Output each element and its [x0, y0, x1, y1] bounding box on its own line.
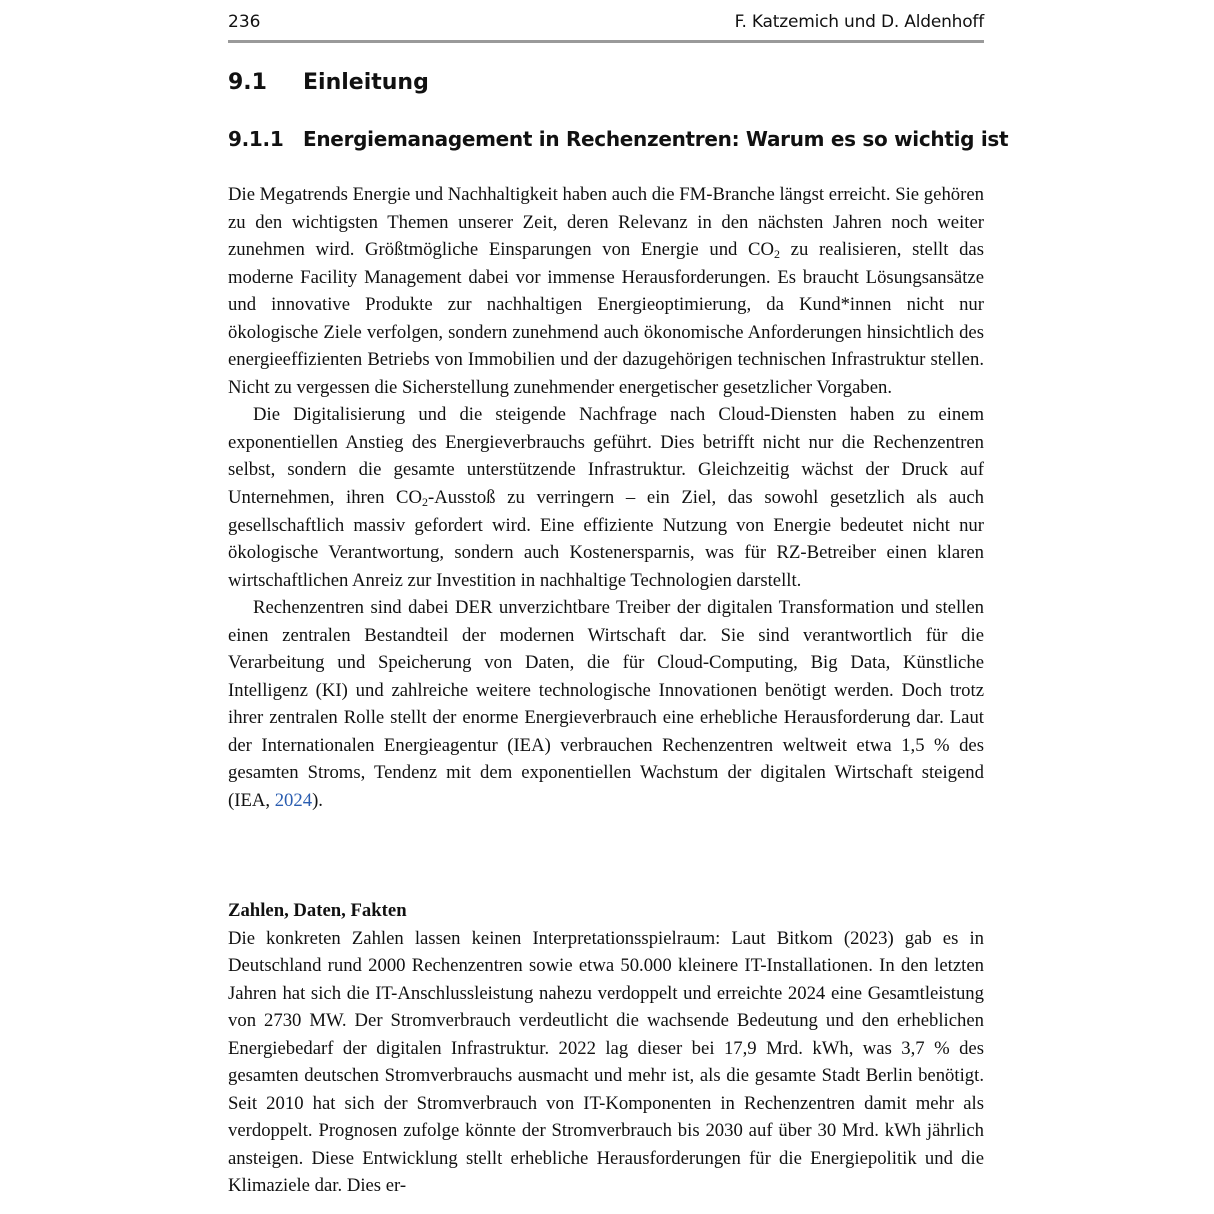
paragraph-3-text-a: Rechenzentren sind dabei DER unverzichtbare Treiber der digitalen Transformation und stellen einen zentralen Bestandteil der modernen Wirtschaft dar. Sie sind verantwortlich für die Verarbeitung und Speicherung von Daten, die für Cloud-Computing, Big Data, Künstliche Intelligenz (KI) und zahlreiche weitere technologische Innovationen benötigt werden. Doch trotz ihrer zentralen Rolle stellt der enorme Energieverbrauch eine erhebliche Herausforderung dar. Laut der Internationalen Energieagentur (IEA) verbrauchen Rechenzentren weltweit etwa 1,5 % des gesamten Stroms, Tendenz mit dem exponentiellen Wachstum der digitalen Wirtschaft steigend (IEA,: [228, 597, 984, 812]
paragraph-1-text-b: zu realisieren, stellt das moderne Facility Management dabei vor immense Herausforderungen. Es braucht Lösungsansätze und innovative Produkte zur nachhaltigen Energieoptimierung, da Kund*innen nicht nur ökologische Ziele verfolgen, sondern zunehmend auch ökonomische Anforderungen hinsichtlich des energieeffizienten Betriebs von Immobilien und der dazugehörigen technischen Infrastruktur stellen. Nicht zu vergessen die Sicherstellung zunehmender energetischer gesetzlicher Vorgaben.: [228, 239, 984, 398]
book-page: [228, 0, 1009, 1214]
subsection-title: Energiemanagement in Rechenzentren: Warum es so wichtig ist: [303, 127, 1009, 151]
section-heading: [228, 70, 429, 95]
co2-subscript: 2: [774, 247, 780, 262]
paragraph-3: [228, 594, 984, 814]
body-text: [228, 181, 984, 815]
paragraph-1: [228, 181, 984, 401]
page-number: 236: [228, 12, 261, 32]
paragraph-3-text-b: ).: [312, 790, 323, 812]
running-head-authors: F. Katzemich und D. Aldenhoff: [734, 12, 984, 32]
facts-paragraph: Die konkreten Zahlen lassen keinen Interpretationsspielraum: Laut Bitkom (2023) gab es in Deutschland rund 2000 Rechenzentren sowie etwa 50.000 kleinere IT-Installationen. In den letzten Jahren hat sich die IT-Anschlussleistung nahezu verdoppelt und erreichte 2024 eine Gesamtleistung von 2730 MW. Der Stromverbrauch verdeutlicht die wachsende Bedeutung und den erheblichen Energiebedarf der digitalen Infrastruktur. 2022 lag dieser bei 17,9 Mrd. kWh, was 3,7 % des gesamten deutschen Stromverbrauchs ausmacht und mehr ist, als die gesamte Stadt Berlin benötigt. Seit 2010 hat sich der Stromverbrauch von IT-Komponenten in Rechenzentren damit mehr als verdoppelt. Prognosen zufolge könnte der Stromverbrauch bis 2030 auf über 30 Mrd. kWh jährlich ansteigen. Diese Entwicklung stellt erhebliche Herausforderungen für die Energiepolitik und die Klimaziele dar. Dies er-: [228, 927, 984, 1197]
co2-subscript: 2: [422, 495, 429, 510]
facts-section: [228, 897, 984, 1200]
section-title: Einleitung: [303, 70, 429, 95]
subsection-heading: [228, 127, 1008, 151]
facts-heading: Zahlen, Daten, Fakten: [228, 900, 407, 921]
header-rule: [228, 40, 984, 43]
citation-link-iea-2024[interactable]: 2024: [274, 790, 313, 812]
subsection-number: 9.1.1: [228, 127, 284, 151]
section-number: 9.1: [228, 70, 267, 95]
paragraph-1-text-a: Die Megatrends Energie und Nachhaltigkeit haben auch die FM-Branche längst erreicht. Sie gehören zu den wichtigsten Themen unserer Zeit, deren Relevanz in den nächsten Jahren noch weiter zunehmen wird. Größtmögliche Einsparungen von Energie und CO: [228, 184, 984, 261]
paragraph-2-text-b: -Ausstoß zu verringern – ein Ziel, das sowohl gesetzlich als auch gesellschaftlich massiv gefordert wird. Eine effiziente Nutzung von Energie bedeutet nicht nur ökologische Verantwortung, sondern auch Kostenersparnis, was für RZ-Betreiber einen klaren wirtschaftlichen Anreiz zur Investition in nachhaltige Technologien darstellt.: [228, 487, 985, 591]
paragraph-2: [228, 401, 984, 594]
paragraph-2-text-a: Die Digitalisierung und die steigende Nachfrage nach Cloud-Diensten haben zu einem exponentiellen Anstieg des Energieverbrauchs geführt. Dies betrifft nicht nur die Rechenzentren selbst, sondern die gesamte unterstützende Infrastruktur. Gleichzeitig wächst der Druck auf Unternehmen, ihren CO: [228, 404, 984, 509]
running-head: [228, 10, 984, 36]
